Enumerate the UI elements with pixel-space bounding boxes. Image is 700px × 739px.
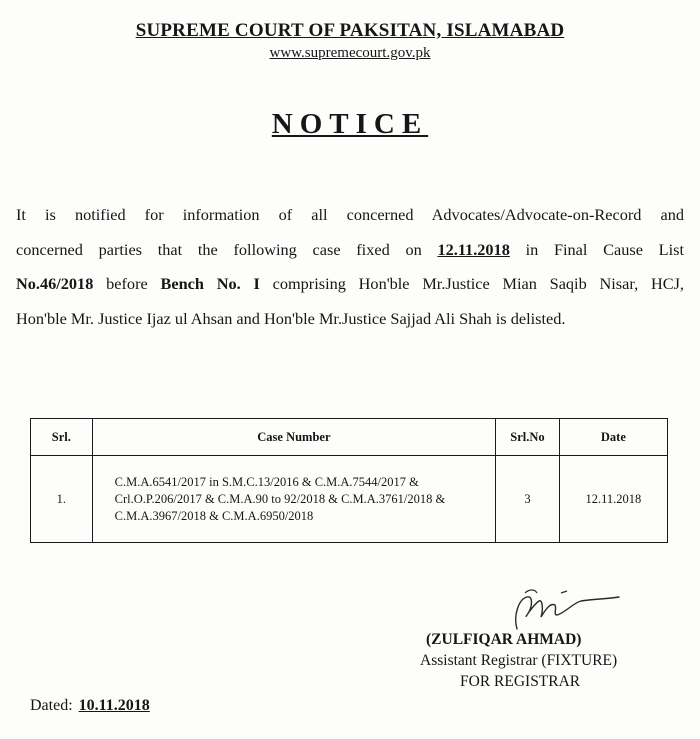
dated-label: Dated: <box>30 697 73 714</box>
notice-line-3-post: comprising Hon'ble Mr.Justice Mian Saqib Nisar, HCJ, <box>272 274 685 293</box>
notice-line-3 <box>16 267 684 302</box>
case-line-3: C.M.A.3967/2018 & C.M.A.6950/2018 <box>114 508 314 523</box>
court-title: SUPREME COURT OF PAKSITAN, ISLAMABAD <box>135 20 565 41</box>
court-website: www.supremecourt.gov.pk <box>269 45 431 61</box>
header-date: Date <box>559 419 667 456</box>
dated-line <box>30 697 150 715</box>
notice-body <box>16 198 684 336</box>
header-srl-no: Srl.No <box>496 419 560 456</box>
signatory-for: FOR REGISTRAR <box>460 673 581 690</box>
header-case-number: Case Number <box>92 419 495 456</box>
notice-line-1 <box>16 198 684 233</box>
signatory-name: (ZULFIQAR AHMAD) <box>426 631 582 648</box>
header-srl: Srl. <box>31 419 93 456</box>
case-line-2: Crl.O.P.206/2017 & C.M.A.90 to 92/2018 & C.M.A.3761/2018 & <box>114 491 446 506</box>
cell-srl: 1. <box>31 456 93 543</box>
hearing-date: 12.11.2018 <box>437 239 510 259</box>
signature-scribble <box>503 585 623 637</box>
case-line-1: C.M.A.6541/2017 in S.M.C.13/2016 & C.M.A.7544/2017 & <box>114 474 419 489</box>
notice-line-3-before: before <box>106 274 148 293</box>
notice-line-2-post: in Final Cause List <box>525 239 684 259</box>
bench-number: Bench No. I <box>160 274 260 293</box>
signatory-title: Assistant Registrar (FIXTURE) <box>420 652 618 669</box>
cell-date: 12.11.2018 <box>559 456 667 543</box>
notice-line-1-text: It is notified for information of all concerned Advocates/Advocate-on-Record and <box>16 205 684 224</box>
cell-srl-no: 3 <box>496 456 560 543</box>
notice-line-2-pre: concerned parties that the following case fixed on <box>16 239 422 259</box>
table-row <box>31 456 668 543</box>
dated-value: 10.11.2018 <box>78 697 150 714</box>
cause-list-number: No.46/2018 <box>16 274 94 293</box>
notice-line-2 <box>16 233 684 268</box>
notice-line-4 <box>16 302 684 337</box>
notice-heading: NOTICE <box>271 108 429 140</box>
table-header-row <box>31 419 668 456</box>
case-table <box>30 418 668 543</box>
notice-line-4-text: Hon'ble Mr. Justice Ijaz ul Ahsan and Hon'ble Mr.Justice Sajjad Ali Shah is delisted. <box>16 308 566 328</box>
cell-case-number <box>92 456 495 543</box>
